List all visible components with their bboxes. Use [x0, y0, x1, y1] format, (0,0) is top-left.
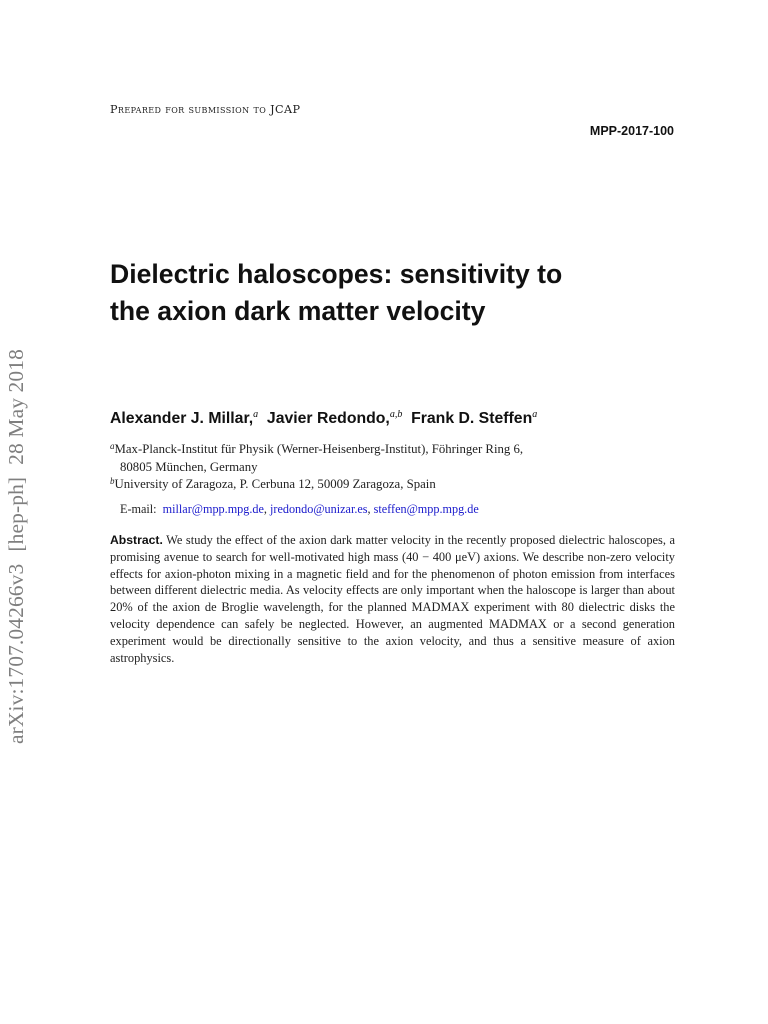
arxiv-id: arXiv:1707.04266v3 — [4, 563, 28, 744]
affil-mark: b — [110, 476, 115, 486]
affil-line: Max-Planck-Institut für Physik (Werner-Heisenberg-Institut), Föhringer Ring 6, — [114, 442, 524, 456]
abstract-label: Abstract. — [110, 533, 163, 547]
affiliations — [110, 441, 670, 494]
submission-note: Prepared for submission to JCAP — [110, 103, 301, 116]
email-label: E-mail: — [120, 502, 157, 516]
arxiv-date: 28 May 2018 — [4, 349, 28, 465]
email-line — [120, 502, 479, 517]
author-list — [110, 410, 537, 428]
author-name: Javier Redondo, — [266, 410, 390, 427]
arxiv-category: [hep-ph] — [4, 476, 28, 552]
author-affil-mark: a — [532, 409, 538, 420]
email-separator: , — [367, 502, 374, 516]
arxiv-identifier-stamp — [4, 284, 29, 744]
email-link[interactable]: millar@mpp.mpg.de — [162, 502, 264, 516]
paper-title — [110, 256, 670, 330]
author-name: Alexander J. Millar, — [110, 410, 254, 427]
abstract-text: We study the effect of the axion dark matter velocity in the recently proposed dielectric haloscopes, a promising avenue to search for well-motivated high mass (40 − 400 μeV) axions. We describe non-zero velocity effects for axion-photon mixing in a magnetic field and for the phenomenon of photon emission from interfaces between different dielectric media. As velocity effects are only important when the haloscope is larger than about 20% of the axion de Broglie wavelength, for the planned MADMAX experiment with 80 dielectric disks the velocity dependence can safely be neglected. However, an augmented MADMAX or a second generation experiment would be directionally sensitive to the axion velocity, and thus a sensitive measure of axion astrophysics. — [110, 533, 675, 665]
author-affil-mark: a — [253, 409, 259, 420]
title-line-1: Dielectric haloscopes: sensitivity to — [110, 259, 563, 289]
report-number: MPP-2017-100 — [589, 124, 674, 138]
author-name: Frank D. Steffen — [411, 410, 533, 427]
title-line-2: the axion dark matter velocity — [110, 296, 486, 326]
email-link[interactable]: jredondo@unizar.es — [270, 502, 368, 516]
affil-line: 80805 München, Germany — [120, 459, 258, 474]
affil-mark: a — [110, 441, 115, 451]
email-link[interactable]: steffen@mpp.mpg.de — [373, 502, 479, 516]
author-affil-mark: a,b — [389, 409, 403, 420]
abstract — [110, 532, 675, 666]
affiliation-b — [110, 476, 670, 494]
email-separator: , — [263, 502, 271, 516]
affil-line: University of Zaragoza, P. Cerbuna 12, 50009 Zaragoza, Spain — [114, 477, 436, 491]
affiliation-a — [110, 441, 670, 476]
